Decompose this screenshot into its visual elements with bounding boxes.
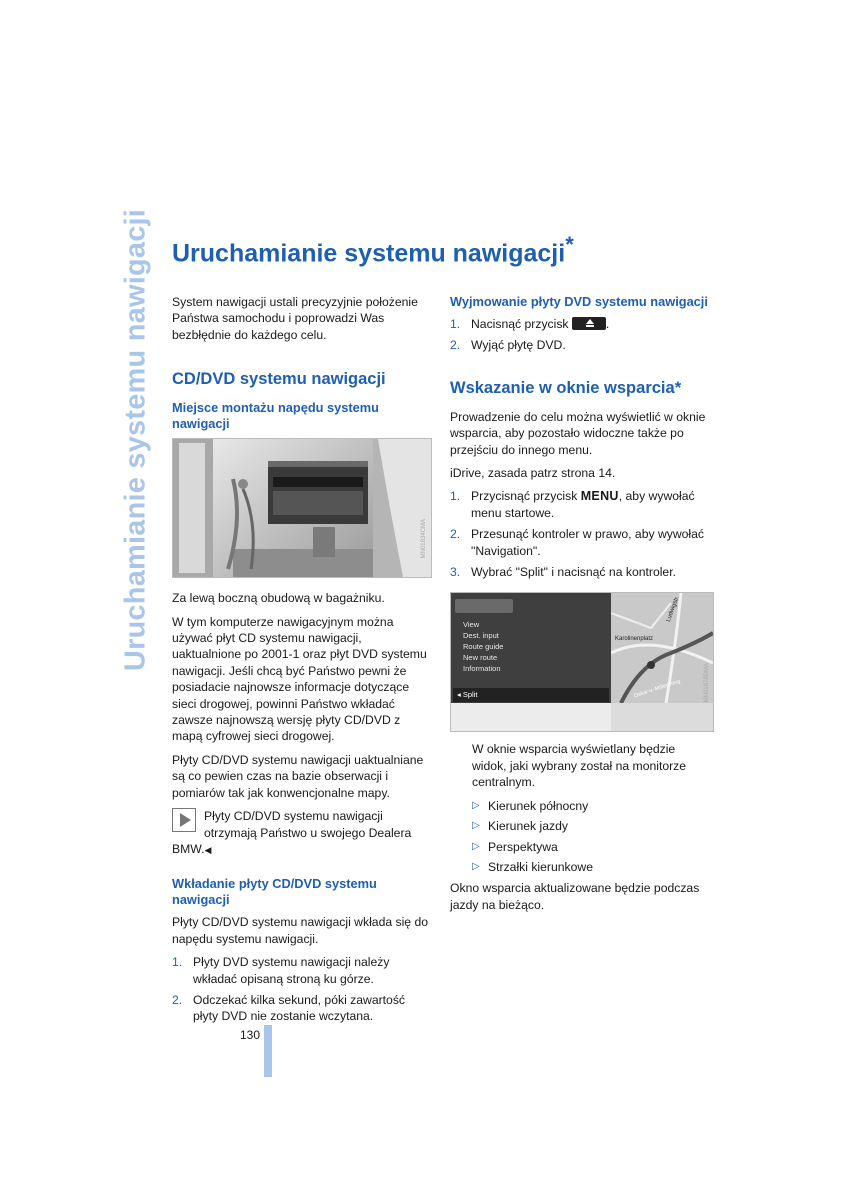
section-title-cd-dvd: CD/DVD systemu nawigacji — [172, 370, 386, 389]
screen-figure-code: MN01878DMA — [703, 663, 710, 703]
step-number: 1. — [450, 317, 461, 331]
section-title-assist-window — [450, 378, 712, 398]
step-text: Przesunąć kontroler w prawo, aby wywołać "Navigation". — [471, 527, 705, 558]
section-title-text: Wskazanie w oknie wsparcia — [450, 378, 675, 397]
step-text: Wyjąć płytę DVD. — [471, 338, 566, 353]
screen-menu-item: Dest. input — [463, 631, 499, 641]
screen-menu-panel — [451, 593, 611, 731]
assist-step — [450, 564, 712, 580]
update-paragraph: Płyty CD/DVD systemu nawigacji uaktualniane są co pewien czas na bazie obserwacji i pomiarów tak jak konwencjonalne mapy. — [172, 752, 424, 800]
intro-paragraph: System nawigacji ustali precyzyjnie położenie Państwa samochodu i poprowadzi Was bezbłędnie do każdego celu. — [172, 295, 418, 342]
eject-step — [450, 316, 712, 332]
view-option — [472, 839, 712, 855]
view-options-list — [450, 798, 712, 876]
mount-location-heading: Miejsce montażu napędu systemu nawigacji — [172, 400, 379, 432]
right-column — [450, 294, 712, 920]
eject-heading: Wyjmowanie płyty DVD systemu nawigacji — [450, 294, 708, 309]
view-option — [472, 859, 712, 875]
view-option-text: Perspektywa — [488, 839, 558, 854]
eject-step — [450, 337, 712, 353]
view-option-text: Kierunek jazdy — [488, 819, 568, 834]
step-text: Odczekać kilka sekund, póki zawartość płyty DVD nie zostanie wczytana. — [193, 992, 406, 1024]
end-mark-icon: ◀ — [204, 844, 212, 855]
audio-tab-icon — [455, 599, 513, 613]
triangle-bullet-icon: ▷ — [472, 799, 480, 811]
map-label: Ludwigstr. — [665, 595, 681, 624]
screen-menu-item: New route — [463, 653, 498, 663]
step-text: Przycisnąć przycisk — [471, 489, 578, 504]
step-text: , aby wywołać menu startowe. — [471, 489, 695, 520]
insert-step — [172, 992, 430, 1025]
screen-menu-item: Information — [463, 664, 501, 674]
step-number: 2. — [450, 527, 461, 542]
screen-menu-item: Route guide — [463, 642, 504, 652]
side-chapter-title — [112, 208, 160, 672]
view-option — [472, 818, 712, 834]
compatibility-paragraph: W tym komputerze nawigacyjnym można używać płyt CD systemu nawigacji, uaktualnione po 2001-1 oraz płyt DVD systemu nawigacji. Jeśli chcą być Państwo pewni że posiadacie najnowsze informacje dotyczące sieci drogowej, powinni Państwo wkładać zawsze najnowszą wersję płyty CD/DVD z mapą cyfrowej sieci drogowej. — [172, 614, 427, 744]
view-option-text: Kierunek północny — [488, 798, 589, 813]
idrive-reference: iDrive, zasada patrz strona 14. — [450, 466, 616, 481]
assist-caption: W oknie wsparcia wyświetlany będzie widok, jaki wybrany został na monitorze centralnym. — [472, 742, 687, 790]
note-triangle-icon — [172, 808, 196, 832]
eject-icon — [572, 317, 606, 330]
step-number: 3. — [450, 565, 461, 580]
step-end: . — [605, 317, 610, 331]
triangle-bullet-icon: ▷ — [472, 840, 480, 852]
dealer-note — [172, 808, 430, 858]
optional-equipment-star: * — [674, 378, 682, 397]
assist-intro: Prowadzenie do celu można wyświetlić w oknie wsparcia, aby pozostało widoczne także po przejściu do innego menu. — [450, 409, 706, 457]
triangle-bullet-icon: ▷ — [472, 820, 480, 832]
insert-step — [172, 954, 430, 987]
view-option-text: Strzałki kierunkowe — [488, 859, 593, 874]
step-text: Nacisnąć przycisk — [471, 317, 569, 331]
view-option — [472, 798, 712, 814]
idrive-screen-image — [450, 592, 714, 732]
optional-equipment-star: * — [565, 232, 574, 257]
step-number: 2. — [172, 992, 183, 1007]
dealer-note-text: Płyty CD/DVD systemu nawigacji otrzymają Państwo u swojego Dealera BMW. — [172, 809, 412, 856]
insert-text: Płyty CD/DVD systemu nawigacji wkłada się do napędu systemu nawigacji. — [172, 915, 429, 946]
menu-key-label: MENU — [580, 489, 619, 504]
step-number: 1. — [450, 489, 461, 504]
page-number: 130 — [240, 1028, 261, 1042]
screen-map-panel — [611, 593, 713, 703]
step-text: Wybrać "Split" i nacisnąć na kontroler. — [471, 565, 676, 580]
left-column — [172, 294, 430, 1032]
triangle-bullet-icon: ▷ — [472, 860, 480, 872]
step-number: 2. — [450, 338, 461, 353]
map-label: Oskar-v.-Miller-Ring — [633, 679, 682, 700]
step-text: Płyty DVD systemu nawigacji należy wkładać opisaną stroną ku górze. — [193, 955, 390, 986]
page-number-bar — [264, 1025, 272, 1077]
screen-split-label: Split — [462, 690, 478, 700]
figure-caption: Za lewą boczną obudową w bagażniku. — [172, 591, 385, 606]
assist-step — [450, 526, 712, 559]
page-title — [172, 232, 574, 268]
drive-location-photo — [172, 438, 432, 578]
side-chapter-title-text: Uruchamianie systemu nawigacji — [119, 208, 152, 672]
insert-steps — [172, 954, 430, 1025]
insert-heading: Wkładanie płyty CD/DVD systemu nawigacji — [172, 876, 377, 908]
page-title-text: Uruchamianie systemu nawigacji — [172, 239, 566, 268]
screen-split-row: ◂ Split — [453, 688, 609, 702]
trunk-drive-illustration — [173, 439, 431, 577]
step-number: 1. — [172, 955, 183, 970]
eject-steps — [450, 316, 712, 354]
assist-closing: Okno wsparcia aktualizowane będzie podczas jazdy na bieżąco. — [450, 881, 700, 912]
screen-menu-list — [463, 619, 503, 674]
assist-steps — [450, 488, 712, 580]
assist-step — [450, 488, 712, 521]
map-label: Karolinenplatz — [615, 636, 654, 643]
figure-code: MN01834CMA — [420, 519, 427, 559]
screen-menu-item: View — [463, 620, 480, 630]
